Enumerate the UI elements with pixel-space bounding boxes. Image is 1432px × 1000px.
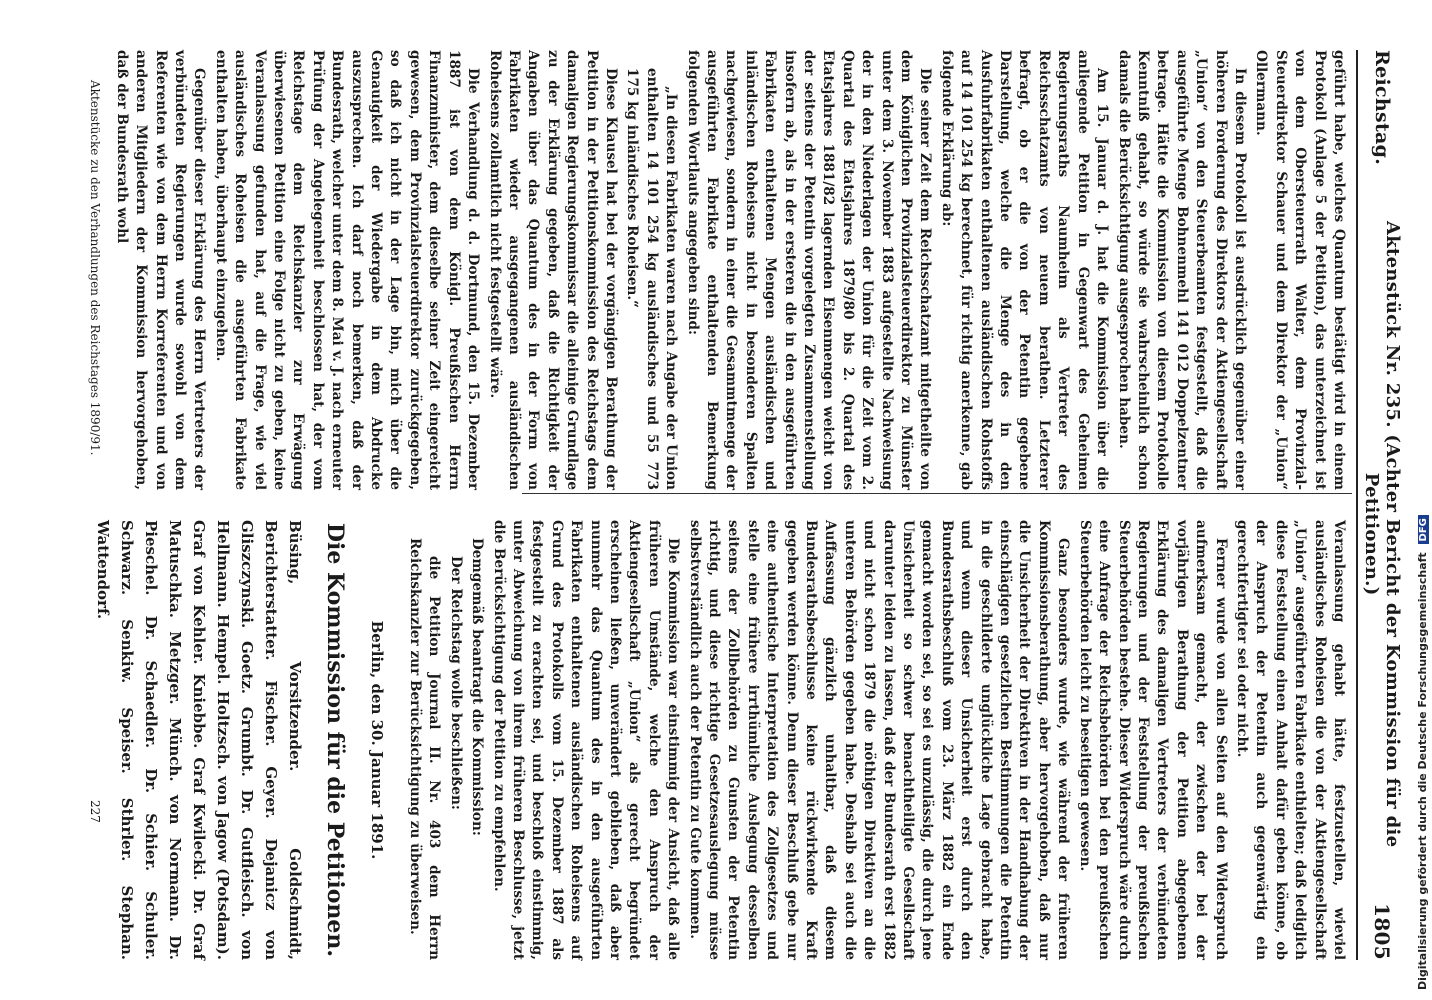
- member-list: Büsing, Vorsitzender. Goldschmidt, Berichterstatter. Fischer. Geyer. Dejanicz von Gliszczynski. Goetz. Grumbt. Dr. Gutfleisch. von Hellmann. Hempel. Holtzsch. von Jagow (Potsdam). Graf von Kehler. Kniebbe. Graf Kwilecki. Dr. Graf Matuschka. Metzger. Münch. von Normann. Dr. Pieschel. Dr. Schaedler. Dr. Schier. Schuler. Schwarz. Senkiw. Speiser. Sthrler. Stephan. Wattendorf.: [94, 520, 305, 960]
- paragraph: Die Verhandlung d. d. Dortmund, den 15. Dezember 1887 ist von dem Königl. Preußischen Herrn Finanzminister, dem dieselbe seiner Zeit eingereicht gewesen, dem Provinzialsteuerdirektor zurückgegeben, so daß ich nicht in der Lage bin, mich über die Genauigkeit der Wiedergabe in dem Abdrucke auszusprechen. Ich darf noch bemerken, daß der Bundesrath, welcher unter dem 8. Mai v. J. nach erneuter Prüfung der Angelegenheit beschlossen hat, der vom Reichstage dem Reichskanzler zur Erwägung überwiesenen Petition eine Folge nicht zu geben, keine Veranlassung gefunden hat, auf die Frage, wie viel ausländisches Roheisen die ausgeführten Fabrikate enthalten haben, überhaupt einzugehen.: [212, 50, 482, 490]
- dfg-logo: DFG: [1418, 515, 1429, 544]
- paragraph: geführt habe, welches Quantum bestätigt wird in einem Protokoll (Anlage 5 der Petition), das unterzeichnet ist von dem Obersteuerrath Walter, dem Provinzial-Steuerdirektor Schauer und dem Direktor der „Union“ Ollermann.: [1253, 50, 1347, 490]
- paragraph: Ganz besonders wurde, wie während der früheren Kommissionsberathung, aber hervorgehoben, daß nur die Unsicherheit der Direktiven in der Handhabung der einschlägigen gesetzlichen Bestimmungen die Petentin in die geschilderte unglückliche Lage gebracht habe, und wenn dieser Unsicherheit erst durch den Bundesrathsbeschluß vom 23. März 1882 ein Ende gemacht worden sei, so sei es unzulässig, die durch jene Unsicherheit so schwer benachtheiligte Gesellschaft darunter leiden zu lassen, daß der Bundesrath erst 1882 und nicht schon 1879 die nöthigen Direktiven an die unteren Behörden gegeben habe. Deshalb sei auch die Auffassung gänzlich unhaltbar, daß diesem Bundesrathsbeschlusse keine rückwirkende Kraft gegeben werden könne. Denn dieser Beschluß gebe nur eine authentische Interpretation des Zollgesetzes und stelle eine frühere irrthümliche Auslegung desselben seitens der Zollbehörden zu Gunsten der Petentin richtig, und diese richtige Gesetzesauslegung müsse selbstverständlich auch der Petentin zu Gute kommen.: [686, 520, 1072, 960]
- funding-text: Digitalisierung gefördert durch die Deutsche Forschungsgemeinschaft: [1416, 552, 1429, 990]
- paragraph: Veranlassung gehabt hätte, festzustellen, wieviel ausländisches Roheisen die von der Aktiengesellschaft „Union“ ausgeführten Fabrikate enthielten; daß lediglich diese Feststellung einen Anhalt dafür geben könne, ob der Anspruch der Petentin auch gegenwärtig ein gerechtfertigter sei oder nicht.: [1233, 520, 1347, 960]
- bottom-page-number: 227: [88, 800, 102, 823]
- right-column: [89, 520, 1348, 960]
- header-chamber: Reichstag.: [1371, 50, 1393, 166]
- funding-note: [1416, 515, 1429, 990]
- commission-title: Die Kommission für die Petitionen.: [322, 522, 349, 958]
- paragraph: Die seiner Zeit dem Reichsschatzamt mitgetheilte von dem Königlichen Provinzialsteuerdirektor zu Münster unter dem 3. November 1883 aufgestellte Nachweisung der in den Niederlagen der Union für die Zeit vom 2. Quartal des Etatsjahres 1879/80 bis 2. Quartal des Etatsjahres 1881/82 lagernden Eisenmengen weicht von der seitens der Petentin vorgelegten Zusammenstellung insofern ab, als in der ersteren die in den ausgeführten Fabrikaten enthaltenen Mengen ausländischen und inländischen Roheisens nicht in besonderen Spalten nachgewiesen, sondern in einer die Gesammtmenge der ausgeführten Fabrikate enthaltenden Bemerkung folgenden Wortlauts angegeben sind:: [684, 50, 934, 490]
- date-line: Berlin, den 30. Januar 1891.: [368, 620, 387, 860]
- paragraph: Am 15. Januar d. J. hat die Kommission über die anliegende Petition in Gegenwart des Geheimen Regierungsraths Naumheim als Vertreter des Reichsschatzamts von neuem berathen. Letzterer befragt, ob er die von der Petentin gegebene Darstellung, welche die Menge des in den Ausfuhrfabrikaten enthaltenen ausländischen Rohstoffs auf 14 101 254 kg berechnet, für richtig anerkenne, gab folgende Erklärung ab:: [938, 50, 1111, 490]
- funding-sidebar: [1414, 0, 1432, 1000]
- quote-paragraph: „In diesen Fabrikaten waren nach Angabe der Union enthalten 14 101 254 kg ausländisches und 55 773 175 kg inländisches Roheisen.“: [624, 68, 680, 490]
- column-divider: [522, 493, 1352, 494]
- paragraph: Ferner wurde von allen Seiten auf den Widerspruch aufmerksam gemacht, der zwischen der bei der vorjährigen Berathung der Petition abgegebenen Erklärung des damaligen Vertreters der verbündeten Regierungen und der Feststellung der preußischen Steuerbehörden bestehe. Dieser Widerspruch wäre durch eine Anfrage der Reichsbehörden bei den preußischen Steuerbehörden leicht zu beseitigen gewesen.: [1076, 520, 1229, 960]
- header-page-number: 1805: [1370, 903, 1394, 960]
- motion-text: die Petition Journal II. Nr. 403 dem Herrn Reichskanzler zur Berücksichtigung zu überweisen.: [406, 538, 443, 960]
- footnote: Aktenstücke zu den Verhandlungen des Reichstages 1890/91.: [88, 80, 102, 456]
- page-header: [1362, 50, 1402, 960]
- header-rule: [1356, 50, 1358, 960]
- left-column: [109, 50, 1348, 490]
- paragraph: Diese Klausel hat bei der vorgängigen Berathung der Petition in der Petitionskommission des Reichstags dem damaligen Regierungskommissar die alleinige Grundlage zu der Erklärung gegeben, daß die Richtigkeit der Angaben über das Quantum des in der Form von Fabrikaten wieder ausgegangenen ausländischen Roheisens zollamtlich nicht festgestellt wäre.: [486, 50, 619, 490]
- motion-resolve: Der Reichstag wolle beschließen:: [447, 556, 464, 810]
- paragraph: In diesem Protokoll ist ausdrücklich gegenüber einer höheren Forderung des Direktors der Aktiengesellschaft „Union“ von den Steuerbeamten festgestellt, daß die ausgeführte Menge Bohnenmehl 141 012 Doppelzentner betrage. Hätte die Kommission von diesem Protokolle Kenntniß gehabt, so würde sie wahrscheinlich schon damals die Berücksichtigung ausgesprochen haben.: [1115, 50, 1248, 490]
- paragraph: Die Kommission war einstimmig der Ansicht, daß alle früheren Umstände, welche den Anspruch der Aktiengesellschaft „Union“ als gerecht begründet erscheinen ließen, unverändert geblieben, daß aber nunmehr das Quantum des in den ausgeführten Fabrikaten enthaltenen ausländischen Roheisens auf Grund des Protokolls vom 15. Dezember 1887 als festgestellt zu erachten sei, und beschloß einstimmig, unter Abweichung von ihrem früheren Beschlusse, jetzt die Berücksichtigung der Petition zu empfehlen.: [490, 520, 682, 960]
- header-title: Aktenstück Nr. 235. (Achter Bericht der Kommission für die Petitionen.): [1361, 220, 1403, 848]
- paragraph: Gegenüber dieser Erklärung des Herrn Vertreters der verbündeten Regierungen wurde sowohl von dem Referenten wie von dem Herrn Korreferenten und von anderen Mitgliedern der Kommission hervorgehoben, daß der Bundesrath wohl: [113, 50, 208, 490]
- motion-intro: Demgemäß beantragt die Kommission:: [469, 538, 486, 836]
